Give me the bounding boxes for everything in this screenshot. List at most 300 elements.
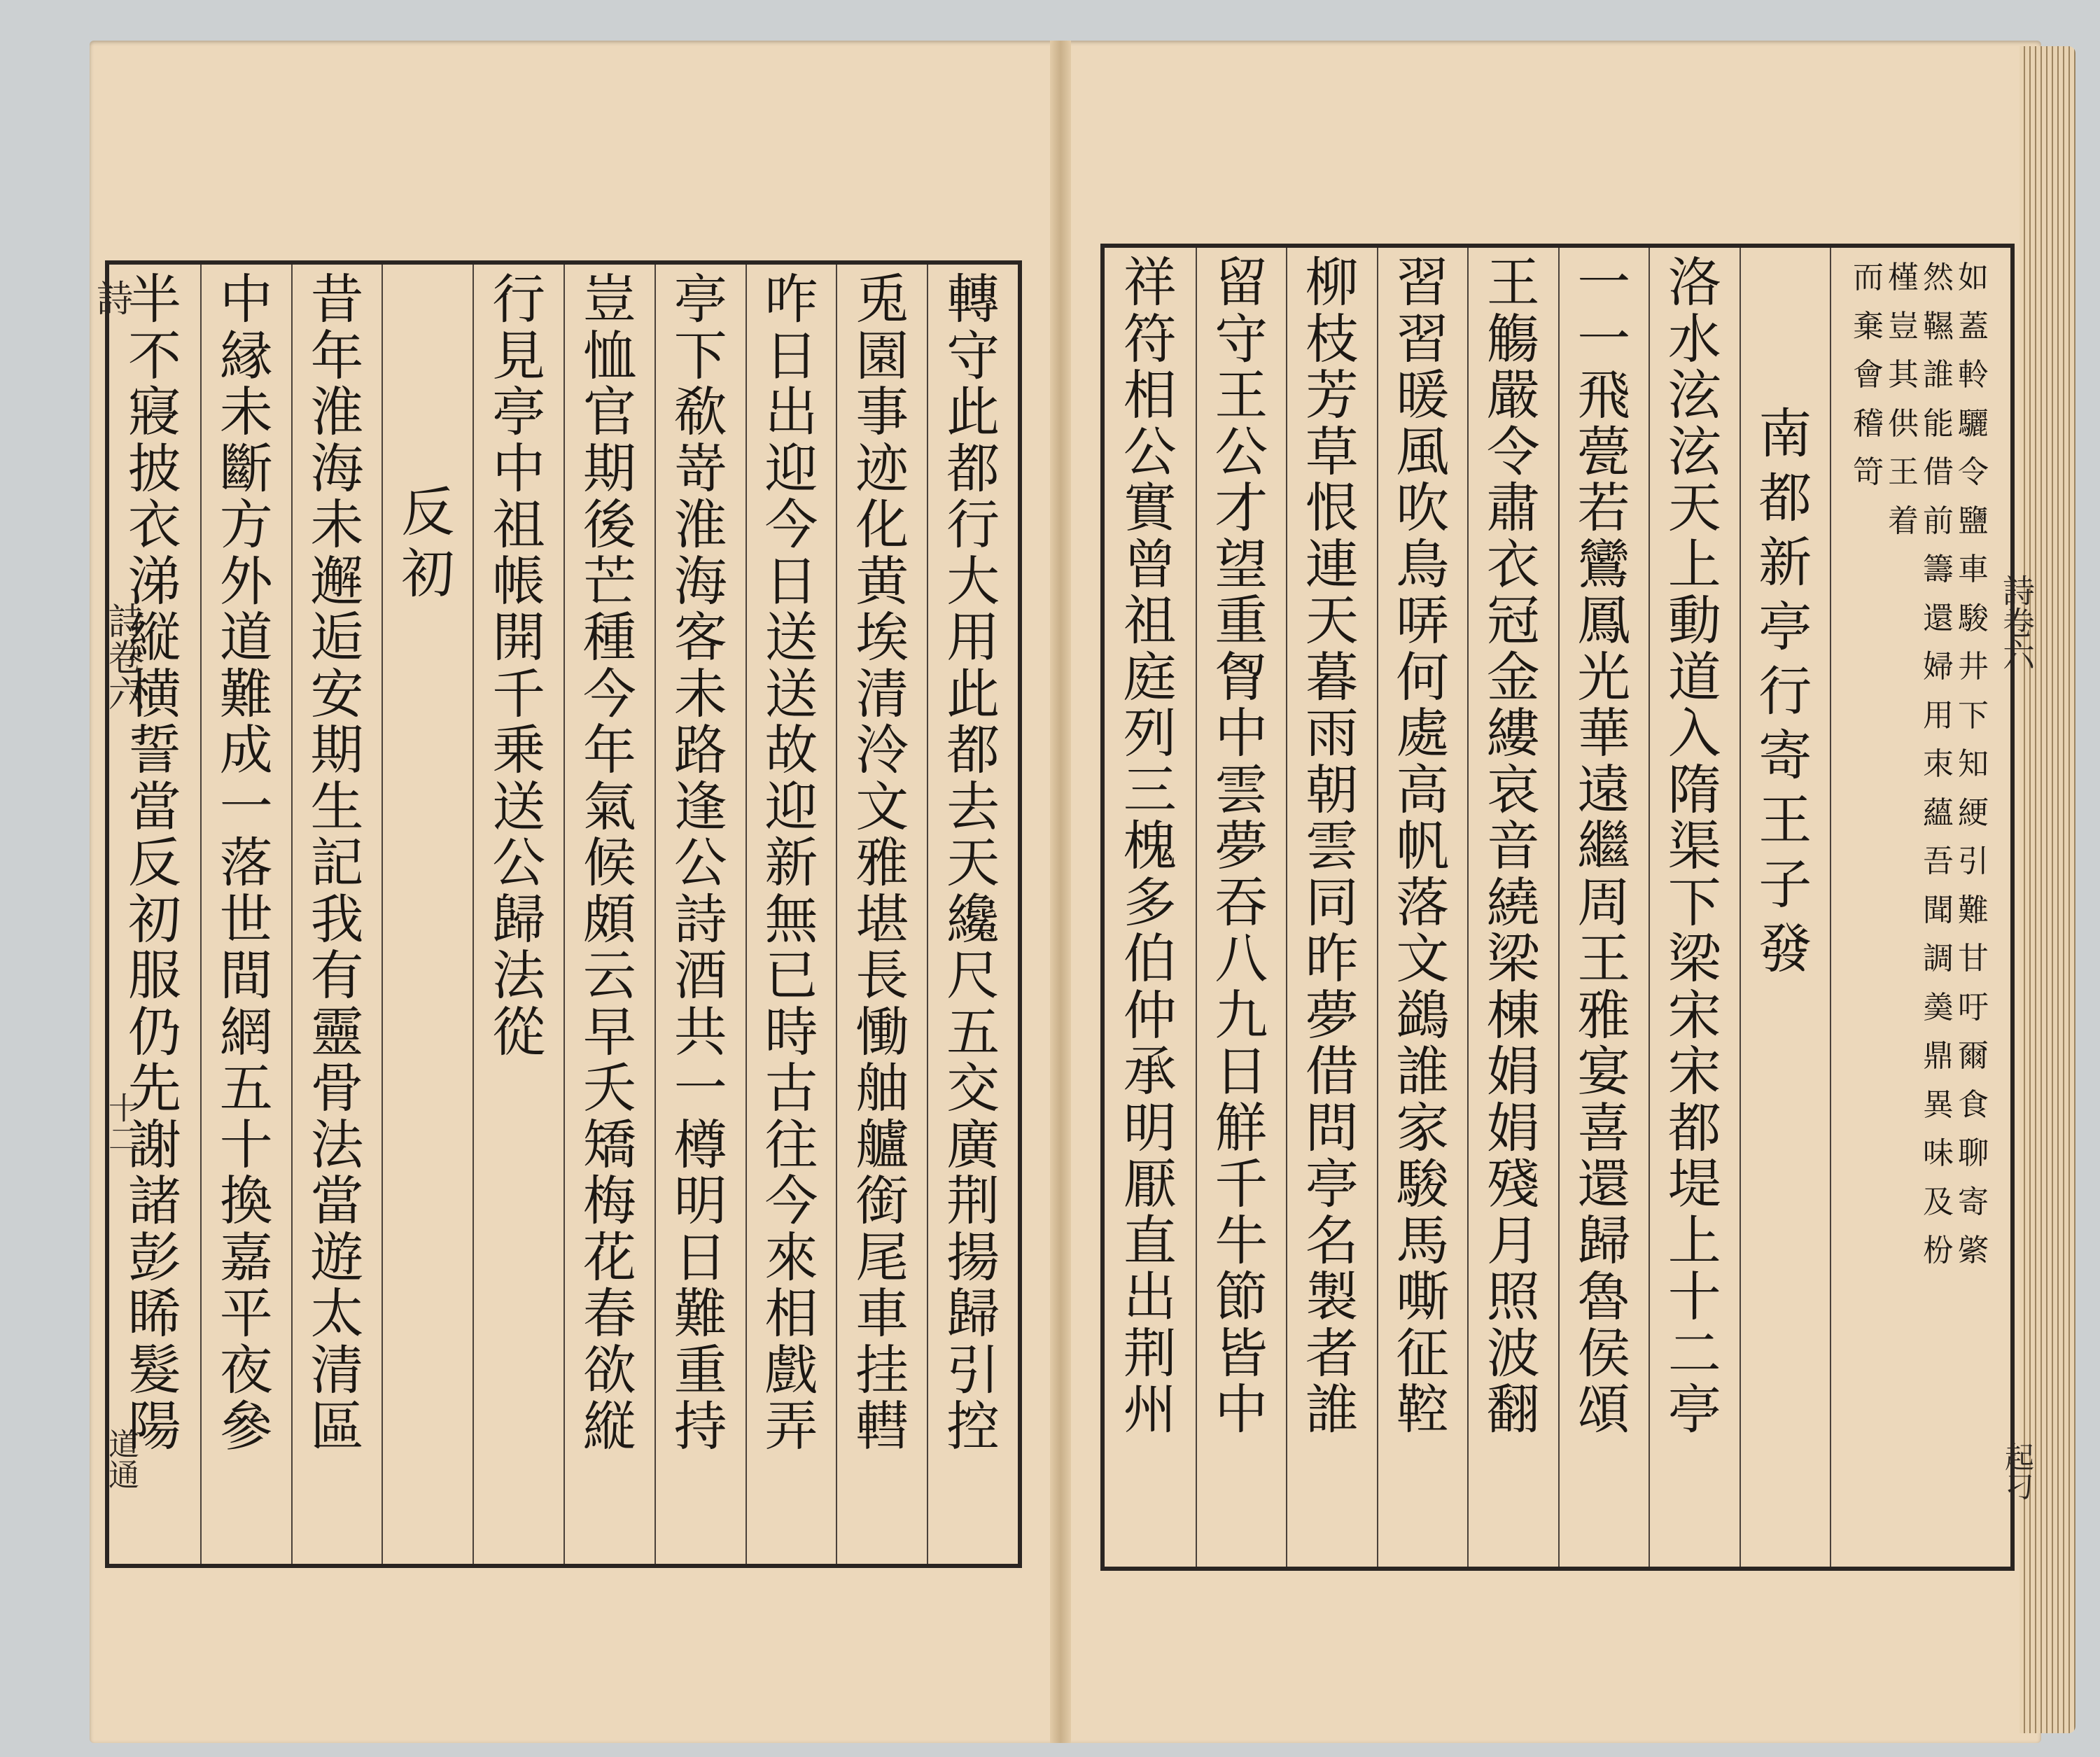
glyph: 寢 [127, 381, 181, 443]
glyph: 亭 [1305, 1153, 1359, 1215]
glyph: 渠 [1667, 815, 1721, 877]
glyph: 子 [1758, 853, 1812, 916]
annotation-col-3 [1888, 253, 1919, 1567]
glyph: 埃 [855, 606, 909, 668]
glyph: 暖 [1396, 364, 1450, 426]
glyph: 繞 [1486, 871, 1540, 934]
glyph: 祖 [1123, 589, 1177, 652]
glyph: 公 [1214, 420, 1268, 483]
glyph: 未 [673, 662, 727, 725]
glyph: 亭 [1667, 1378, 1721, 1441]
glyph: 誓 [127, 719, 181, 781]
glyph: 哢 [1396, 589, 1450, 652]
left-column-5 [564, 265, 654, 1564]
glyph: 骨 [310, 1057, 364, 1119]
glyph: 世 [219, 888, 273, 951]
glyph: 誰 [1305, 1378, 1359, 1441]
glyph: 初 [401, 542, 455, 605]
glyph: 鳳 [1577, 589, 1631, 652]
left-column-6 [472, 265, 564, 1564]
glyph: 一 [673, 1057, 727, 1119]
glyph: 詩 [673, 888, 727, 951]
glyph: 高 [1396, 758, 1450, 821]
right-column-3 [1467, 248, 1558, 1567]
glyph: 纔 [946, 888, 1000, 951]
glyph: 十 [219, 1113, 273, 1176]
annotation-glyph: 婦 [1923, 649, 1954, 685]
annotation-glyph: 及 [1923, 1184, 1954, 1220]
glyph: 反 [401, 481, 455, 543]
glyph: 鸞 [1577, 533, 1631, 596]
glyph: 已 [764, 944, 818, 1007]
glyph: 邂 [310, 550, 364, 612]
glyph: 三 [1123, 758, 1177, 821]
glyph: 轊 [855, 1395, 909, 1457]
annotation-glyph: 調 [1923, 941, 1954, 977]
glyph: 區 [310, 1395, 364, 1457]
glyph: 寄 [1758, 724, 1812, 787]
annotation-glyph: 驪 [1958, 405, 1989, 442]
glyph: 相 [1123, 364, 1177, 426]
glyph: 承 [1123, 1040, 1177, 1102]
glyph: 落 [1396, 871, 1450, 934]
glyph: 八 [1214, 927, 1268, 990]
glyph: 節 [1214, 1266, 1268, 1328]
annotation-col-4 [1853, 253, 1884, 1567]
glyph: 望 [1214, 533, 1268, 596]
annotation-glyph: 羮 [1923, 989, 1954, 1026]
glyph: 日 [1214, 1040, 1268, 1102]
annotation-glyph: 枌 [1923, 1233, 1954, 1269]
glyph: 用 [946, 606, 1000, 668]
glyph: 送 [764, 662, 818, 725]
glyph: 法 [492, 944, 546, 1007]
glyph: 嵜 [673, 437, 727, 500]
glyph: 豈 [582, 268, 636, 330]
glyph: 不 [127, 324, 181, 387]
glyph: 梁 [1667, 927, 1721, 990]
glyph: 道 [219, 606, 273, 668]
annotation-glyph: 吾 [1923, 844, 1954, 880]
annotation-glyph: 吁 [1958, 989, 1989, 1026]
glyph: 見 [492, 324, 546, 387]
glyph: 宋 [1667, 983, 1721, 1046]
glyph: 牛 [1214, 1209, 1268, 1272]
annotation-glyph: 爾 [1958, 1038, 1989, 1074]
glyph: 冠 [1486, 589, 1540, 652]
glyph: 迎 [764, 775, 818, 838]
glyph: 太 [310, 1282, 364, 1345]
glyph: 縦 [127, 606, 181, 668]
glyph: 春 [582, 1282, 636, 1345]
left-margin-number: 十二 [103, 1092, 139, 1154]
annotation-glyph: 還 [1923, 600, 1954, 636]
annotation-glyph: 軨 [1958, 357, 1989, 393]
glyph: 處 [1396, 702, 1450, 764]
glyph: 記 [310, 832, 364, 894]
glyph: 娟 [1486, 1040, 1540, 1102]
glyph: 動 [1667, 589, 1721, 652]
glyph: 天 [946, 832, 1000, 894]
glyph: 重 [1214, 589, 1268, 652]
glyph: 殘 [1486, 1153, 1540, 1215]
glyph: 未 [219, 381, 273, 443]
glyph: 欲 [582, 1338, 636, 1401]
glyph: 月 [1486, 1209, 1540, 1272]
glyph: 今 [764, 493, 818, 556]
glyph: 亭 [673, 268, 727, 330]
glyph: 反 [127, 832, 181, 894]
glyph: 馬 [1396, 1209, 1450, 1272]
glyph: 舳 [855, 1057, 909, 1119]
left-column-9 [200, 265, 291, 1564]
glyph: 荆 [1123, 1322, 1177, 1385]
glyph: 隋 [1667, 758, 1721, 821]
glyph: 周 [1577, 871, 1631, 934]
glyph: 海 [673, 550, 727, 612]
glyph: 昨 [1305, 927, 1359, 990]
glyph: 間 [219, 944, 273, 1007]
glyph: 者 [1305, 1322, 1359, 1385]
glyph: 先 [127, 1057, 181, 1119]
glyph: 入 [1667, 702, 1721, 764]
glyph: 車 [855, 1282, 909, 1345]
glyph: 外 [219, 550, 273, 612]
left-margin-fold: 詩卷六 [102, 602, 144, 711]
glyph: 轉 [946, 268, 1000, 330]
glyph: 中 [219, 268, 273, 330]
glyph: 期 [310, 719, 364, 781]
glyph: 製 [1305, 1266, 1359, 1328]
annotation-glyph: 車 [1958, 552, 1989, 588]
glyph: 中 [1214, 702, 1268, 764]
glyph: 種 [582, 606, 636, 668]
glyph: 難 [219, 662, 273, 725]
glyph: 中 [1214, 1378, 1268, 1441]
glyph: 公 [673, 832, 727, 894]
glyph: 問 [1305, 1096, 1359, 1159]
glyph: 亭 [1758, 596, 1812, 658]
glyph: 靈 [310, 1000, 364, 1063]
glyph: 縷 [1486, 702, 1540, 764]
glyph: 翻 [1486, 1378, 1540, 1441]
glyph: 仍 [127, 1000, 181, 1063]
right-column-4 [1377, 248, 1468, 1567]
glyph: 守 [1214, 307, 1268, 370]
glyph: 無 [764, 888, 818, 951]
glyph: 戲 [764, 1338, 818, 1401]
annotation-glyph: 王 [1888, 454, 1919, 491]
glyph: 歸 [1577, 1209, 1631, 1272]
annotation-glyph: 籌 [1923, 552, 1954, 588]
annotation-glyph: 其 [1888, 357, 1919, 393]
annotation-glyph: 鹽 [1958, 503, 1989, 539]
glyph: 相 [764, 1282, 818, 1345]
right-column-5 [1286, 248, 1377, 1567]
glyph: 五 [946, 1000, 1000, 1063]
annotation-glyph: 味 [1923, 1135, 1954, 1172]
annotation-glyph: 能 [1923, 405, 1954, 442]
glyph: 泫 [1667, 420, 1721, 483]
glyph: 南 [1758, 402, 1812, 465]
glyph: 歸 [492, 888, 546, 951]
glyph: 從 [492, 1000, 546, 1063]
glyph: 送 [764, 606, 818, 668]
glyph: 直 [1123, 1209, 1177, 1272]
glyph: 甍 [1577, 420, 1631, 483]
left-column-10 [109, 265, 200, 1564]
glyph: 成 [219, 719, 273, 781]
poem-title [1740, 248, 1830, 1567]
glyph: 誰 [1396, 1040, 1450, 1102]
glyph: 行 [492, 268, 546, 330]
glyph: 持 [673, 1395, 727, 1457]
glyph: 云 [582, 944, 636, 1007]
annotation-glyph: 綮 [1958, 1233, 1989, 1269]
glyph: 駿 [1396, 1153, 1450, 1215]
glyph: 棟 [1486, 983, 1540, 1046]
annotation-glyph: 駿 [1958, 600, 1989, 636]
glyph: 帳 [492, 550, 546, 612]
glyph: 名 [1305, 1209, 1359, 1272]
glyph: 千 [1214, 1153, 1268, 1215]
glyph: 謝 [127, 1113, 181, 1176]
glyph: 日 [764, 550, 818, 612]
glyph: 横 [127, 662, 181, 725]
glyph: 王 [1214, 364, 1268, 426]
glyph: 花 [582, 1226, 636, 1289]
glyph: 換 [219, 1170, 273, 1232]
glyph: 波 [1486, 1322, 1540, 1385]
glyph: 酒 [673, 944, 727, 1007]
glyph: 侯 [1577, 1322, 1631, 1385]
glyph: 披 [127, 437, 181, 500]
glyph: 水 [1667, 307, 1721, 370]
annotation-glyph: 蘊 [1923, 794, 1954, 831]
glyph: 慟 [855, 1000, 909, 1063]
left-column-3 [746, 265, 836, 1564]
glyph: 斷 [219, 437, 273, 500]
annotation-glyph: 槿 [1888, 260, 1919, 295]
annotation-glyph: 用 [1923, 697, 1954, 734]
glyph: 尺 [946, 944, 1000, 1007]
glyph: 習 [1396, 251, 1450, 314]
left-column-8 [291, 265, 382, 1564]
annotation-glyph: 下 [1958, 697, 1989, 734]
glyph: 中 [492, 437, 546, 500]
glyph: 尾 [855, 1226, 909, 1289]
annotation-glyph: 聊 [1958, 1135, 1989, 1172]
annotation-glyph: 韅 [1923, 308, 1954, 344]
glyph: 縁 [219, 324, 273, 387]
annotation-glyph: 如 [1958, 260, 1989, 295]
glyph: 娟 [1486, 1096, 1540, 1159]
glyph: 交 [946, 1057, 1000, 1119]
glyph: 伯 [1123, 927, 1177, 990]
glyph: 若 [1577, 477, 1631, 539]
glyph: 嘶 [1396, 1266, 1450, 1328]
glyph: 堪 [855, 888, 909, 951]
glyph: 開 [492, 606, 546, 668]
glyph: 黄 [855, 550, 909, 612]
glyph: 下 [673, 324, 727, 387]
glyph: 庭 [1123, 645, 1177, 708]
glyph: 夢 [1214, 815, 1268, 877]
glyph: 重 [673, 1338, 727, 1401]
glyph: 明 [673, 1170, 727, 1232]
glyph: 海 [310, 437, 364, 500]
right-margin-bottom: 起刁 [2001, 1442, 2035, 1501]
glyph: 都 [1758, 467, 1812, 529]
glyph: 何 [1396, 645, 1450, 708]
glyph: 髮 [127, 1338, 181, 1401]
annotation-glyph: 豈 [1888, 308, 1919, 344]
glyph: 哀 [1486, 758, 1540, 821]
glyph: 清 [310, 1338, 364, 1401]
annotation-glyph: 綆 [1958, 794, 1989, 831]
glyph: 園 [855, 324, 909, 387]
glyph: 遊 [310, 1226, 364, 1289]
annotation-glyph: 異 [1923, 1086, 1954, 1123]
glyph: 公 [1123, 420, 1177, 483]
glyph: 音 [1486, 815, 1540, 877]
glyph: 恨 [1305, 477, 1359, 539]
glyph: 官 [582, 381, 636, 443]
glyph: 千 [492, 662, 546, 725]
glyph: 矯 [582, 1113, 636, 1176]
glyph: 參 [219, 1395, 273, 1457]
glyph: 時 [764, 1000, 818, 1063]
glyph: 芳 [1305, 364, 1359, 426]
glyph: 吞 [1214, 871, 1268, 934]
glyph: 我 [310, 888, 364, 951]
glyph: 有 [310, 944, 364, 1007]
glyph: 觴 [1486, 307, 1540, 370]
glyph: 九 [1214, 983, 1268, 1046]
glyph: 符 [1123, 307, 1177, 370]
annotation-glyph: 前 [1923, 503, 1954, 539]
glyph: 挂 [855, 1338, 909, 1401]
glyph: 難 [673, 1282, 727, 1345]
right-fold-bottom [1996, 1442, 2038, 1501]
glyph: 泠 [855, 719, 909, 781]
annotation-glyph: 着 [1888, 503, 1919, 539]
glyph: 十 [1667, 1266, 1721, 1328]
annotation-glyph: 棄 [1853, 308, 1884, 344]
right-fold-label [1994, 574, 2040, 671]
glyph: 才 [1214, 477, 1268, 539]
right-column-1 [1648, 248, 1740, 1567]
glyph: 亭 [492, 381, 546, 443]
glyph: 落 [219, 832, 273, 894]
glyph: 枝 [1305, 307, 1359, 370]
right-column-2 [1558, 248, 1649, 1567]
glyph: 堤 [1667, 1153, 1721, 1215]
glyph: 魯 [1577, 1266, 1631, 1328]
glyph: 此 [946, 381, 1000, 443]
annotation-glyph: 令 [1958, 454, 1989, 491]
glyph: 當 [127, 775, 181, 838]
glyph: 迎 [764, 437, 818, 500]
glyph: 梅 [582, 1170, 636, 1232]
glyph: 衣 [127, 493, 181, 556]
left-column-7 [382, 265, 472, 1564]
glyph: 清 [855, 662, 909, 725]
glyph: 弄 [764, 1395, 818, 1457]
glyph: 照 [1486, 1266, 1540, 1328]
glyph: 下 [1667, 871, 1721, 934]
annotation-glyph: 笴 [1853, 454, 1884, 491]
glyph: 明 [1123, 1096, 1177, 1159]
glyph: 縦 [582, 1395, 636, 1457]
annotation-glyph: 食 [1958, 1086, 1989, 1123]
glyph: 淮 [310, 381, 364, 443]
glyph: 諸 [127, 1170, 181, 1232]
glyph: 昔 [310, 268, 364, 330]
glyph: 朝 [1305, 758, 1359, 821]
glyph: 宴 [1577, 1040, 1631, 1102]
glyph: 仲 [1123, 983, 1177, 1046]
glyph: 雲 [1214, 758, 1268, 821]
annotation-glyph: 寄 [1958, 1184, 1989, 1220]
glyph: 習 [1396, 307, 1450, 370]
glyph: 曾 [1123, 533, 1177, 596]
glyph: 公 [492, 832, 546, 894]
glyph: 洛 [1667, 251, 1721, 314]
glyph: 行 [946, 493, 1000, 556]
glyph: 荆 [946, 1170, 1000, 1232]
glyph: 法 [310, 1113, 364, 1176]
glyph: 王 [1486, 251, 1540, 314]
glyph: 期 [582, 437, 636, 500]
glyph: 年 [310, 324, 364, 387]
glyph: 肅 [1486, 477, 1540, 539]
glyph: 服 [127, 944, 181, 1007]
glyph: 平 [219, 1282, 273, 1345]
glyph: 古 [764, 1057, 818, 1119]
glyph: 逢 [673, 775, 727, 838]
glyph: 厭 [1123, 1153, 1177, 1215]
glyph: 乗 [492, 719, 546, 781]
left-column-1 [927, 265, 1018, 1564]
glyph: 光 [1577, 645, 1631, 708]
glyph: 同 [1305, 871, 1359, 934]
glyph: 連 [1305, 533, 1359, 596]
glyph: 未 [310, 493, 364, 556]
glyph: 銜 [855, 1170, 909, 1232]
glyph: 網 [219, 1000, 273, 1063]
glyph: 氣 [582, 775, 636, 838]
glyph: 年 [582, 719, 636, 781]
glyph: 廣 [946, 1113, 1000, 1176]
glyph: 上 [1667, 1209, 1721, 1272]
glyph: 多 [1123, 871, 1177, 934]
glyph: 路 [673, 719, 727, 781]
annotation-glyph: 然 [1923, 260, 1954, 295]
glyph: 雅 [855, 832, 909, 894]
glyph: 共 [673, 1000, 727, 1063]
glyph: 喜 [1577, 1096, 1631, 1159]
glyph: 此 [946, 662, 1000, 725]
glyph: 頗 [582, 888, 636, 951]
glyph: 梁 [1486, 927, 1540, 990]
glyph: 二 [1667, 1322, 1721, 1385]
glyph: 來 [764, 1226, 818, 1289]
glyph: 文 [855, 775, 909, 838]
glyph: 宋 [1667, 1040, 1721, 1102]
glyph: 夢 [1305, 983, 1359, 1046]
glyph: 新 [764, 832, 818, 894]
